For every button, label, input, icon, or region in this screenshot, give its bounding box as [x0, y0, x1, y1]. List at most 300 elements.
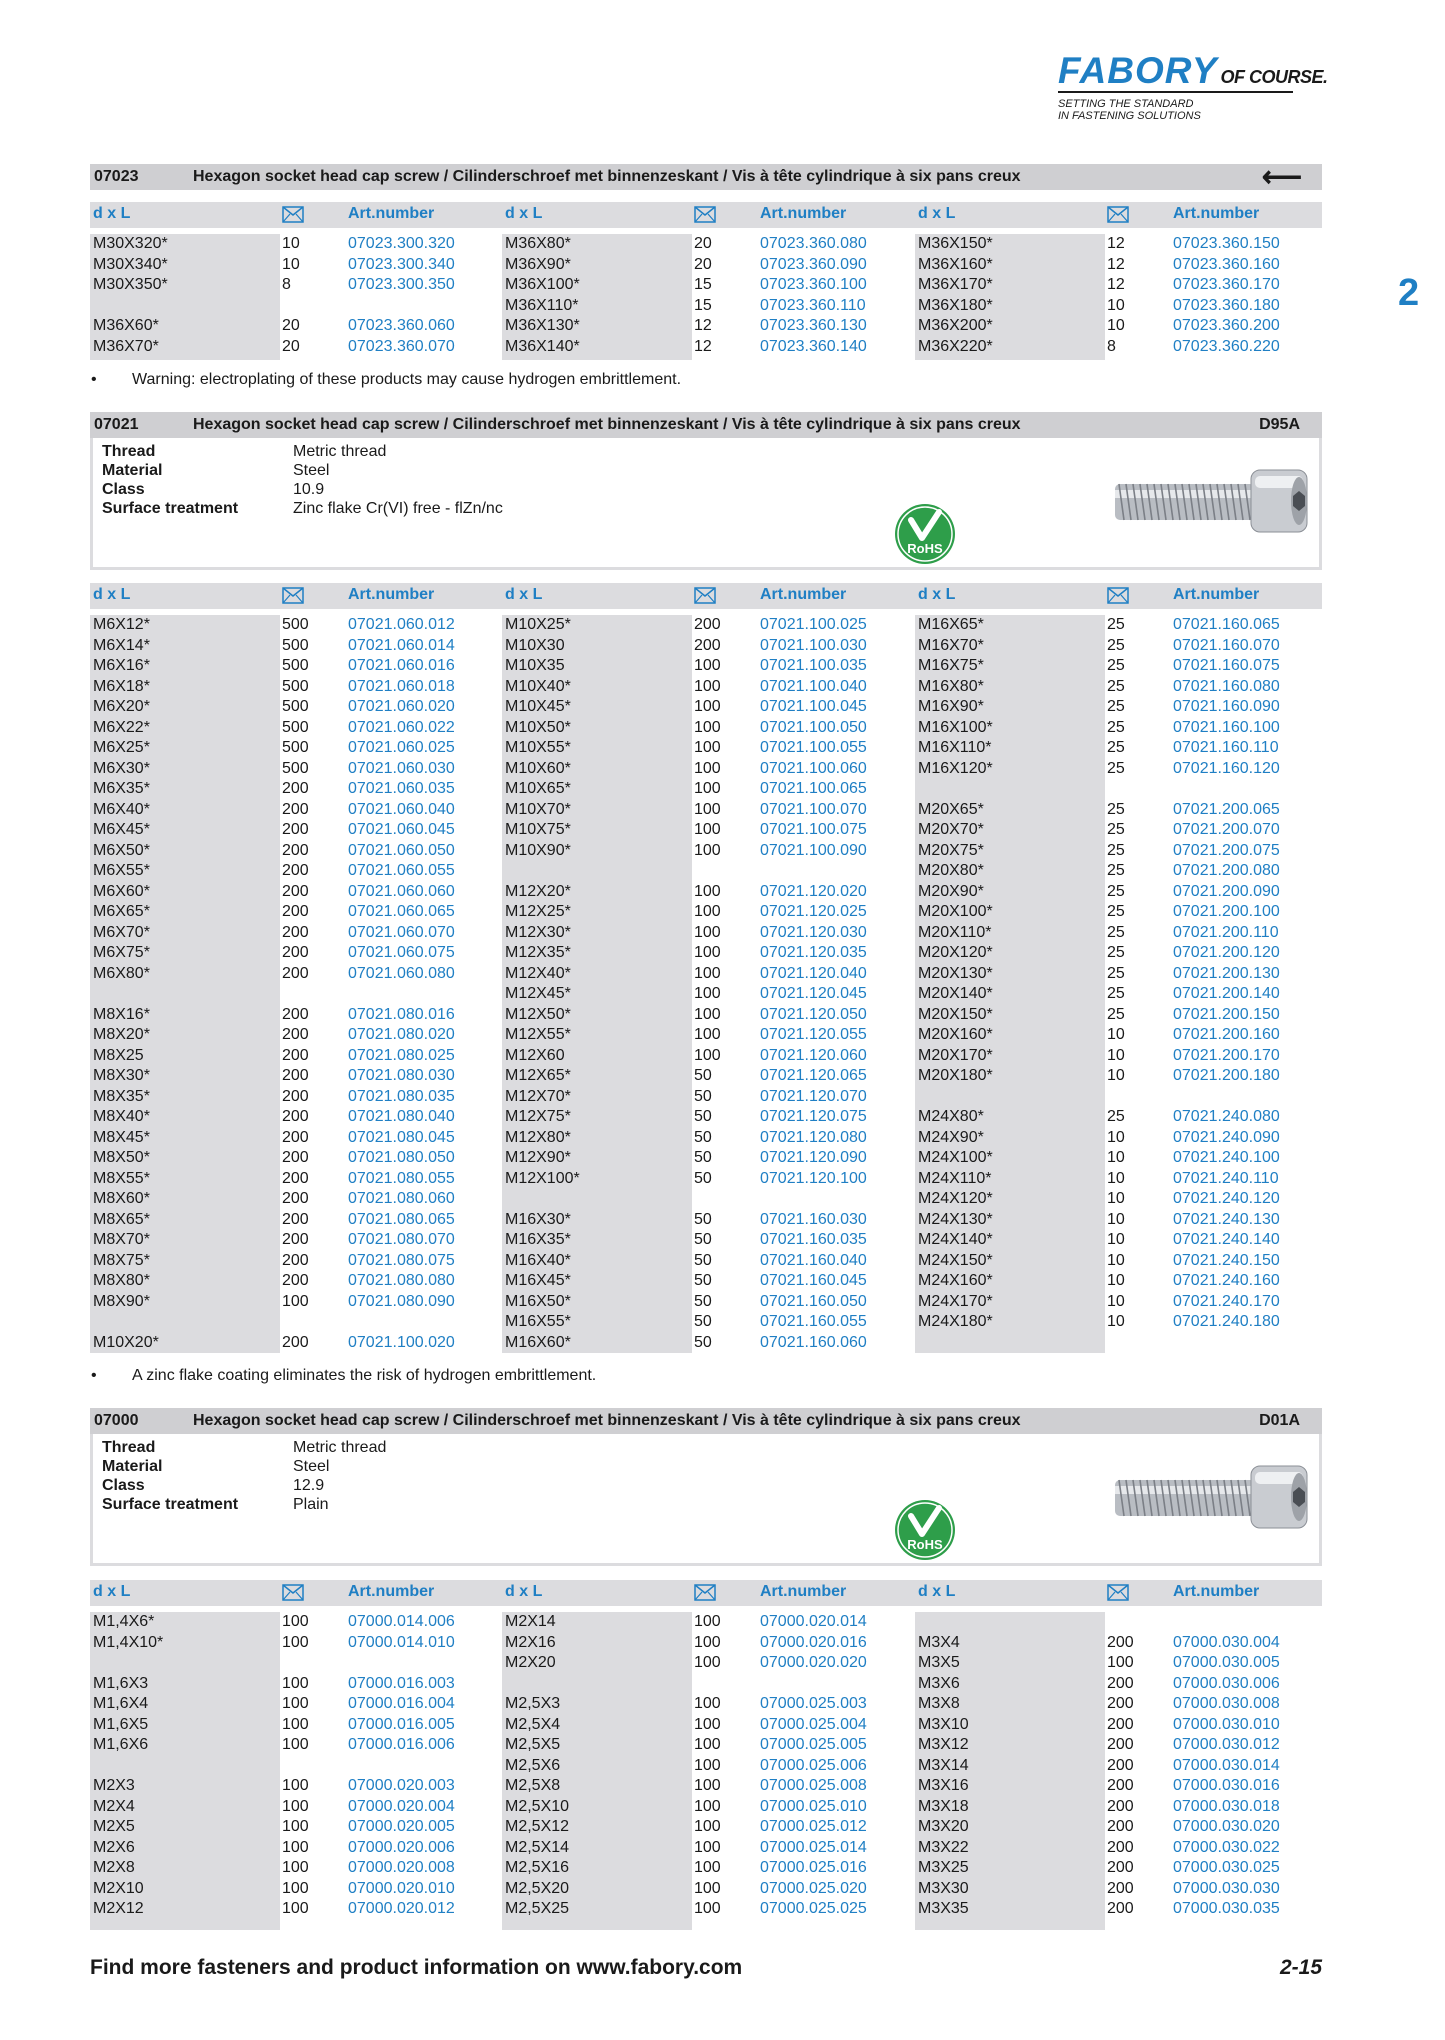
art-number-link[interactable]: 07021.160.110 [1173, 739, 1279, 756]
art-number-link[interactable]: 07000.025.016 [760, 1859, 867, 1876]
qty-cell: 200 [694, 636, 721, 654]
art-number-link[interactable]: 07021.120.100 [760, 1169, 867, 1187]
art-number-link[interactable]: 07000.020.006 [348, 1838, 455, 1856]
art-number-link[interactable]: 07000.016.005 [348, 1715, 455, 1733]
art-number-link[interactable]: 07021.240.100 [1173, 1149, 1280, 1166]
qty-cell: 200 [694, 616, 721, 633]
art-number-link[interactable]: 07023.360.100 [760, 276, 867, 293]
art-number-link[interactable]: 07021.240.110 [1173, 1169, 1279, 1187]
art-number-link[interactable]: 07000.030.035 [1173, 1900, 1280, 1917]
art-number-link[interactable]: 07023.360.170 [1173, 276, 1280, 293]
qty-cell: 200 [282, 1005, 309, 1023]
art-number-link[interactable]: 07000.025.010 [760, 1797, 867, 1815]
art-number-link[interactable]: 07021.100.090 [760, 841, 867, 859]
qty-cell: 200 [282, 780, 309, 797]
qty-cell: 100 [282, 1674, 309, 1692]
qty-cell: 10 [282, 255, 300, 273]
art-number-link[interactable]: 07021.080.016 [348, 1005, 455, 1023]
qty-cell: 100 [694, 1715, 721, 1733]
art-number-link[interactable]: 07023.360.090 [760, 255, 867, 273]
art-number-link[interactable]: 07021.120.075 [760, 1108, 867, 1125]
art-number-link[interactable]: 07023.360.160 [1173, 255, 1280, 273]
qty-cell: 100 [694, 1695, 721, 1712]
qty-cell: 25 [1107, 862, 1125, 879]
art-number-link[interactable]: 07000.030.010 [1173, 1715, 1280, 1733]
qty-cell: 200 [282, 1333, 309, 1351]
col-header-size: d x L [918, 1583, 956, 1600]
qty-cell: 100 [282, 1797, 309, 1815]
art-number-link[interactable]: 07021.120.025 [760, 903, 867, 920]
spec-key: Material [102, 1458, 163, 1475]
art-number-link[interactable]: 07021.080.080 [348, 1272, 455, 1289]
size-cell: M1,4X10* [93, 1633, 164, 1651]
size-cell: M12X90* [505, 1149, 571, 1166]
qty-cell: 100 [282, 1879, 309, 1897]
art-number-link[interactable]: 07021.120.050 [760, 1005, 867, 1023]
art-number-link[interactable]: 07021.080.075 [348, 1251, 455, 1269]
bullet: • [91, 371, 97, 388]
size-cell: M2,5X20 [505, 1879, 570, 1897]
art-number-link[interactable]: 07021.200.180 [1173, 1067, 1280, 1084]
section-code: 07023 [94, 168, 139, 185]
size-cell: M6X18* [93, 677, 150, 695]
qty-cell: 12 [1107, 276, 1125, 293]
art-number-link[interactable]: 07021.200.090 [1173, 882, 1280, 900]
size-cell: M36X90* [505, 255, 571, 273]
art-number-link[interactable]: 07021.200.170 [1173, 1046, 1280, 1064]
art-number-link[interactable]: 07021.200.130 [1173, 964, 1280, 982]
art-number-link[interactable]: 07021.080.025 [348, 1046, 455, 1064]
size-cell: M2X3 [93, 1777, 135, 1794]
qty-cell: 50 [694, 1087, 712, 1105]
art-number-link[interactable]: 07000.016.003 [348, 1674, 455, 1692]
art-number-link[interactable]: 07000.014.010 [348, 1633, 455, 1651]
art-number-link[interactable]: 07021.240.140 [1173, 1231, 1280, 1248]
qty-cell: 10 [1107, 1067, 1125, 1084]
size-cell: M3X14 [918, 1756, 969, 1774]
size-cell: M36X160* [918, 255, 993, 273]
qty-cell: 100 [694, 657, 721, 674]
qty-cell: 20 [694, 235, 712, 252]
size-cell: M12X40* [505, 964, 571, 982]
size-cell: M20X150* [918, 1005, 993, 1023]
qty-cell: 50 [694, 1292, 712, 1310]
qty-cell: 100 [282, 1818, 309, 1835]
size-cell: M16X40* [505, 1251, 571, 1269]
size-cell: M20X110* [918, 923, 992, 941]
art-number-link[interactable]: 07021.200.140 [1173, 985, 1280, 1002]
art-number-link[interactable]: 07021.060.040 [348, 800, 455, 818]
size-cell: M16X60* [505, 1333, 571, 1351]
qty-cell: 500 [282, 759, 309, 777]
art-number-link[interactable]: 07021.060.050 [348, 841, 455, 859]
art-number-link[interactable]: 07021.120.020 [760, 882, 867, 900]
size-cell: M24X90* [918, 1128, 984, 1146]
size-cell: M16X55* [505, 1313, 571, 1330]
svg-text:RoHS: RoHS [907, 541, 943, 556]
art-number-link[interactable]: 07000.020.012 [348, 1900, 455, 1917]
qty-cell: 200 [282, 1190, 309, 1207]
art-number-link[interactable]: 07000.025.004 [760, 1715, 867, 1733]
size-cell: M36X100* [505, 276, 580, 293]
art-number-link[interactable]: 07000.020.016 [760, 1633, 867, 1651]
qty-cell: 500 [282, 698, 309, 715]
qty-cell: 500 [282, 657, 309, 674]
size-cell: M6X16* [93, 657, 150, 674]
art-number-link[interactable]: 07021.160.120 [1173, 759, 1280, 777]
size-cell: M3X18 [918, 1797, 969, 1815]
art-number-link[interactable]: 07021.200.070 [1173, 821, 1280, 838]
art-number-link[interactable]: 07000.025.014 [760, 1838, 867, 1856]
art-number-link[interactable]: 07021.120.065 [760, 1067, 867, 1084]
art-number-link[interactable]: 07023.360.180 [1173, 296, 1280, 314]
qty-cell: 50 [694, 1210, 712, 1228]
left-arrow-icon[interactable]: ⟵ [1261, 161, 1302, 192]
qty-cell: 100 [694, 1613, 721, 1630]
section-ref: D01A [1259, 1412, 1300, 1429]
art-number-link[interactable]: 07021.240.170 [1173, 1292, 1280, 1310]
page-number: 2-15 [1279, 1956, 1322, 1979]
art-number-link[interactable]: 07021.240.130 [1173, 1210, 1280, 1228]
art-number-link[interactable]: 07021.240.160 [1173, 1272, 1280, 1289]
art-number-link[interactable]: 07021.200.120 [1173, 944, 1280, 961]
qty-cell: 100 [694, 1818, 721, 1835]
qty-cell: 100 [694, 698, 721, 715]
size-cell: M8X80* [93, 1272, 150, 1289]
art-number-link[interactable]: 07023.360.070 [348, 337, 455, 355]
art-number-link[interactable]: 07021.060.025 [348, 739, 455, 756]
art-number-link[interactable]: 07021.160.050 [760, 1292, 867, 1310]
col-header-art-number: Art.number [348, 1583, 435, 1600]
art-number-link[interactable]: 07023.360.150 [1173, 235, 1280, 252]
art-number-link[interactable]: 07021.060.022 [348, 718, 455, 736]
art-number-link[interactable]: 07021.060.055 [348, 862, 455, 879]
size-cell: M36X200* [918, 317, 993, 334]
size-cell: M8X60* [93, 1190, 150, 1207]
art-number-link[interactable]: 07021.240.120 [1173, 1190, 1280, 1207]
qty-cell: 10 [1107, 296, 1125, 314]
size-cell: M36X60* [93, 317, 159, 334]
size-cell: M2,5X8 [505, 1777, 561, 1794]
art-number-link[interactable]: 07021.100.070 [760, 800, 867, 818]
spec-key: Thread [102, 443, 156, 460]
size-cell: M2X14 [505, 1613, 556, 1630]
size-cell: M16X35* [505, 1231, 571, 1248]
art-number-link[interactable]: 07023.360.080 [760, 235, 867, 252]
art-number-link[interactable]: 07021.200.065 [1173, 800, 1280, 818]
art-number-link[interactable]: 07021.080.030 [348, 1067, 455, 1084]
art-number-link[interactable]: 07021.160.080 [1173, 677, 1280, 695]
size-cell: M16X75* [918, 657, 984, 674]
art-number-link[interactable]: 07000.025.008 [760, 1777, 867, 1794]
art-number-link[interactable]: 07000.020.004 [348, 1797, 455, 1815]
size-cell: M2X8 [93, 1859, 135, 1876]
art-number-link[interactable]: 07021.200.075 [1173, 841, 1280, 859]
qty-cell: 25 [1107, 841, 1125, 859]
art-number-link[interactable]: 07021.160.070 [1173, 636, 1280, 654]
qty-cell: 100 [282, 1736, 309, 1753]
qty-cell: 200 [1107, 1797, 1134, 1815]
qty-cell: 50 [694, 1067, 712, 1084]
size-cell: M20X160* [918, 1026, 993, 1043]
size-cell: M1,6X5 [93, 1715, 149, 1733]
size-cell: M10X60* [505, 759, 571, 777]
art-number-link[interactable]: 07021.200.150 [1173, 1005, 1280, 1023]
rohs-badge [893, 1498, 957, 1562]
art-number-link[interactable]: 07021.160.060 [760, 1333, 867, 1351]
art-number-link[interactable]: 07021.060.070 [348, 923, 455, 941]
art-number-link[interactable]: 07021.060.060 [348, 882, 455, 900]
size-cell: M6X65* [93, 903, 150, 920]
brand-name: FABORY [1058, 50, 1218, 91]
art-number-link[interactable]: 07000.030.030 [1173, 1879, 1280, 1897]
size-cell: M8X25 [93, 1046, 144, 1064]
art-number-link[interactable]: 07021.080.070 [348, 1231, 455, 1248]
qty-cell: 20 [694, 255, 712, 273]
qty-cell: 100 [694, 1736, 721, 1753]
qty-cell: 100 [282, 1695, 309, 1712]
art-number-link[interactable]: 07000.020.010 [348, 1879, 455, 1897]
qty-cell: 100 [282, 1633, 309, 1651]
qty-cell: 100 [694, 800, 721, 818]
art-number-link[interactable]: 07023.360.060 [348, 317, 455, 334]
art-number-link[interactable]: 07000.030.020 [1173, 1818, 1280, 1835]
art-number-link[interactable]: 07021.100.075 [760, 821, 867, 838]
art-number-link[interactable]: 07021.160.045 [760, 1272, 867, 1289]
size-cell: M8X45* [93, 1128, 150, 1146]
spec-value: 10.9 [293, 481, 325, 498]
spec-value: Steel [293, 462, 330, 479]
qty-cell: 200 [282, 903, 309, 920]
column-header-07000 [90, 1580, 1322, 1606]
spec-value: 12.9 [293, 1477, 325, 1494]
art-number-link[interactable]: 07021.080.050 [348, 1149, 455, 1166]
art-number-link[interactable]: 07021.080.020 [348, 1026, 455, 1043]
art-number-link[interactable]: 07021.120.060 [760, 1046, 867, 1064]
art-number-link[interactable]: 07023.360.140 [760, 337, 867, 355]
size-cell: M2,5X4 [505, 1715, 561, 1733]
size-cell: M36X70* [93, 337, 159, 355]
art-number-link[interactable]: 07000.020.005 [348, 1818, 455, 1835]
art-number-link[interactable]: 07023.300.340 [348, 255, 455, 273]
art-number-link[interactable]: 07023.360.220 [1173, 337, 1280, 355]
art-number-link[interactable]: 07021.060.030 [348, 759, 455, 777]
art-number-link[interactable]: 07021.060.012 [348, 616, 455, 633]
art-number-link[interactable]: 07021.060.035 [348, 780, 455, 797]
col-header-art-number: Art.number [760, 1583, 847, 1600]
art-number-link[interactable]: 07000.030.025 [1173, 1859, 1280, 1876]
spec-key: Class [102, 481, 145, 498]
qty-cell: 200 [1107, 1859, 1134, 1876]
art-number-link[interactable]: 07021.100.030 [760, 636, 867, 654]
size-cell: M6X60* [93, 882, 150, 900]
size-cell: M24X110* [918, 1169, 992, 1187]
qty-cell: 500 [282, 718, 309, 736]
size-cell: M8X40* [93, 1108, 150, 1125]
art-number-link[interactable]: 07021.160.090 [1173, 698, 1280, 715]
qty-cell: 100 [282, 1900, 309, 1917]
art-number-link[interactable]: 07000.014.006 [348, 1613, 455, 1630]
size-cell: M16X50* [505, 1292, 571, 1310]
qty-cell: 10 [1107, 317, 1125, 334]
art-number-link[interactable]: 07021.060.020 [348, 698, 455, 715]
art-number-link[interactable]: 07000.030.014 [1173, 1756, 1280, 1774]
size-cell: M12X50* [505, 1005, 571, 1023]
qty-cell: 8 [282, 276, 291, 293]
art-number-link[interactable]: 07021.120.080 [760, 1128, 867, 1146]
art-number-link[interactable]: 07021.200.110 [1173, 923, 1279, 941]
art-number-link[interactable]: 07000.030.016 [1173, 1777, 1280, 1794]
art-number-link[interactable]: 07021.100.035 [760, 657, 867, 674]
art-number-link[interactable]: 07021.200.160 [1173, 1026, 1280, 1043]
art-number-link[interactable]: 07000.025.025 [760, 1900, 867, 1917]
art-number-link[interactable]: 07023.360.130 [760, 317, 867, 334]
size-cell: M36X220* [918, 337, 993, 355]
size-cell: M36X150* [918, 235, 993, 252]
art-number-link[interactable]: 07000.030.018 [1173, 1797, 1280, 1815]
spec-row [102, 1495, 386, 1514]
art-number-link[interactable]: 07000.025.006 [760, 1756, 867, 1774]
art-number-link[interactable]: 07021.200.100 [1173, 903, 1280, 920]
qty-cell: 100 [694, 1777, 721, 1794]
size-cell: M3X5 [918, 1654, 960, 1671]
art-number-link[interactable]: 07000.030.006 [1173, 1674, 1280, 1692]
art-number-link[interactable]: 07021.160.035 [760, 1231, 867, 1248]
art-number-link[interactable]: 07021.060.075 [348, 944, 455, 961]
size-cell: M36X140* [505, 337, 580, 355]
qty-cell: 200 [1107, 1674, 1134, 1692]
art-number-link[interactable]: 07000.030.008 [1173, 1695, 1280, 1712]
art-number-link[interactable]: 07021.120.040 [760, 964, 867, 982]
art-number-link[interactable]: 07021.060.014 [348, 636, 455, 654]
art-number-link[interactable]: 07023.360.200 [1173, 317, 1280, 334]
qty-cell: 50 [694, 1231, 712, 1248]
art-number-link[interactable]: 07021.200.080 [1173, 862, 1280, 879]
art-number-link[interactable]: 07021.100.040 [760, 677, 867, 695]
qty-cell: 50 [694, 1272, 712, 1289]
art-number-link[interactable]: 07021.240.180 [1173, 1313, 1280, 1330]
art-number-link[interactable]: 07021.240.150 [1173, 1251, 1280, 1269]
art-number-link[interactable]: 07021.100.050 [760, 718, 867, 736]
art-number-link[interactable]: 07000.020.008 [348, 1859, 455, 1876]
art-number-link[interactable]: 07021.120.035 [760, 944, 867, 961]
art-number-link[interactable]: 07021.100.060 [760, 759, 867, 777]
size-cell: M3X16 [918, 1777, 969, 1794]
qty-cell: 100 [694, 1005, 721, 1023]
size-cell: M8X65* [93, 1210, 150, 1228]
art-number-link[interactable]: 07021.160.100 [1173, 718, 1280, 736]
qty-cell: 25 [1107, 944, 1125, 961]
art-number-link[interactable]: 07000.016.004 [348, 1695, 455, 1712]
col-header-art-number: Art.number [348, 205, 435, 222]
art-number-link[interactable]: 07021.160.065 [1173, 616, 1280, 633]
art-number-link[interactable]: 07000.025.020 [760, 1879, 867, 1897]
art-number-link[interactable]: 07021.080.035 [348, 1087, 455, 1105]
art-number-link[interactable]: 07021.120.030 [760, 923, 867, 941]
art-number-link[interactable]: 07021.160.075 [1173, 657, 1280, 674]
qty-cell: 200 [282, 800, 309, 818]
spec-value: Metric thread [293, 443, 387, 460]
col-header-size: d x L [505, 1583, 543, 1600]
qty-cell: 100 [282, 1292, 309, 1310]
art-number-link[interactable]: 07021.100.065 [760, 780, 867, 797]
spec-row [102, 1438, 386, 1457]
art-number-link[interactable]: 07000.030.022 [1173, 1838, 1280, 1856]
spec-value: Zinc flake Cr(VI) free - flZn/nc [293, 500, 503, 517]
size-cell: M36X170* [918, 276, 993, 293]
qty-cell: 200 [282, 1026, 309, 1043]
art-number-link[interactable]: 07021.100.055 [760, 739, 867, 756]
art-number-link[interactable]: 07021.080.045 [348, 1128, 455, 1146]
art-number-link[interactable]: 07021.160.040 [760, 1251, 867, 1269]
art-number-link[interactable]: 07021.060.016 [348, 657, 455, 674]
size-cell: M12X65* [505, 1067, 571, 1084]
art-number-link[interactable]: 07021.120.055 [760, 1026, 867, 1043]
envelope-icon [694, 206, 716, 228]
qty-cell: 25 [1107, 739, 1125, 756]
art-number-link[interactable]: 07000.020.014 [760, 1613, 867, 1630]
spec-row [102, 1476, 386, 1495]
art-number-link[interactable]: 07021.060.065 [348, 903, 455, 920]
qty-cell: 25 [1107, 985, 1125, 1002]
art-number-link[interactable]: 07023.300.320 [348, 235, 455, 252]
qty-cell: 50 [694, 1108, 712, 1125]
size-cell: M12X75* [505, 1108, 571, 1125]
page-footer [90, 1956, 1322, 1980]
qty-cell: 200 [282, 882, 309, 900]
art-number-link[interactable]: 07000.025.003 [760, 1695, 867, 1712]
art-number-link[interactable]: 07021.100.045 [760, 698, 867, 715]
art-number-link[interactable]: 07021.240.080 [1173, 1108, 1280, 1125]
art-number-link[interactable]: 07021.160.055 [760, 1313, 867, 1330]
art-number-link[interactable]: 07023.360.110 [760, 296, 866, 314]
size-cell: M2,5X6 [505, 1756, 561, 1774]
size-cell: M10X20* [93, 1333, 159, 1351]
size-cell: M2,5X16 [505, 1859, 570, 1876]
rohs-badge [893, 502, 957, 566]
art-number-link[interactable]: 07021.080.060 [348, 1190, 455, 1207]
art-number-link[interactable]: 07021.060.045 [348, 821, 455, 838]
size-cell: M10X65* [505, 780, 571, 797]
art-number-link[interactable]: 07000.030.004 [1173, 1633, 1280, 1651]
art-number-link[interactable]: 07000.016.006 [348, 1736, 455, 1753]
art-number-link[interactable]: 07021.120.090 [760, 1149, 867, 1166]
art-number-link[interactable]: 07023.300.350 [348, 276, 455, 293]
art-number-link[interactable]: 07021.060.080 [348, 964, 455, 982]
art-number-link[interactable]: 07021.240.090 [1173, 1128, 1280, 1146]
qty-cell: 200 [282, 964, 309, 982]
art-number-link[interactable]: 07000.020.003 [348, 1777, 455, 1794]
art-number-link[interactable]: 07021.100.020 [348, 1333, 455, 1351]
qty-cell: 100 [694, 944, 721, 961]
art-number-link[interactable]: 07000.020.020 [760, 1654, 867, 1671]
art-number-link[interactable]: 07021.120.070 [760, 1087, 867, 1105]
art-number-link[interactable]: 07021.080.040 [348, 1108, 455, 1125]
art-number-link[interactable]: 07000.030.012 [1173, 1736, 1280, 1753]
art-number-link[interactable]: 07000.025.012 [760, 1818, 867, 1835]
size-cell: M10X45* [505, 698, 571, 715]
art-number-link[interactable]: 07021.080.055 [348, 1169, 455, 1187]
art-number-link[interactable]: 07021.080.090 [348, 1292, 455, 1310]
art-number-link[interactable]: 07021.100.025 [760, 616, 867, 633]
qty-cell: 50 [694, 1313, 712, 1330]
art-number-link[interactable]: 07021.060.018 [348, 677, 455, 695]
art-number-link[interactable]: 07021.160.030 [760, 1210, 867, 1228]
art-number-link[interactable]: 07000.030.005 [1173, 1654, 1280, 1671]
art-number-link[interactable]: 07000.025.005 [760, 1736, 867, 1753]
art-number-link[interactable]: 07021.080.065 [348, 1210, 455, 1228]
art-number-link[interactable]: 07021.120.045 [760, 985, 867, 1002]
